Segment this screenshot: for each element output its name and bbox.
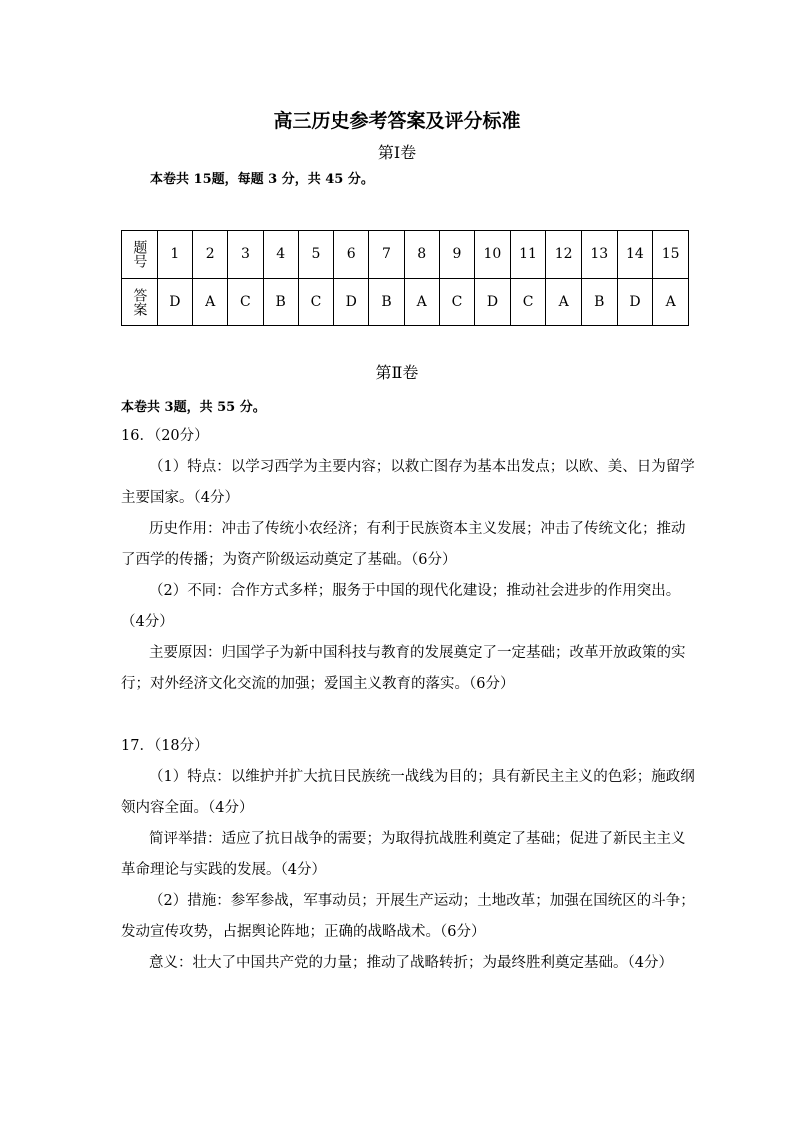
table-row (122, 231, 689, 279)
question-number: 2 (193, 231, 228, 279)
answer-line: （1）特点：以学习西学为主要内容；以救亡图存为基本出发点；以欧、美、日为留学 (149, 459, 695, 475)
answer-cell: C (439, 278, 474, 326)
answer-cell: D (617, 278, 653, 326)
answer-line: 意义：壮大了中国共产党的力量；推动了战略转折；为最终胜利奠定基础。（4分） (149, 955, 673, 971)
part1-note: 本卷共 15题，每题 3 分，共 45 分。 (150, 172, 374, 187)
question-17-label: 17．（18分） (121, 738, 209, 754)
answer-cell: A (546, 278, 582, 326)
answer-cell: D (157, 278, 192, 326)
question-number: 13 (582, 231, 618, 279)
question-number: 4 (263, 231, 298, 279)
question-number: 8 (404, 231, 439, 279)
answer-line: 领内容全面。（4分） (121, 800, 254, 816)
row-label-answer: 答案 (122, 278, 158, 326)
part1-heading: 第Ⅰ卷 (377, 143, 417, 162)
part2-note: 本卷共 3题，共 55 分。 (121, 400, 266, 415)
answer-line: 主要国家。（4分） (121, 490, 239, 506)
question-number: 1 (157, 231, 192, 279)
answer-cell: B (582, 278, 618, 326)
answer-cell: B (369, 278, 404, 326)
answer-cell: C (510, 278, 546, 326)
question-number: 14 (617, 231, 653, 279)
question-number: 15 (653, 231, 689, 279)
question-number: 7 (369, 231, 404, 279)
row-label-question: 题号 (122, 231, 158, 279)
answer-line: 历史作用：冲击了传统小农经济；有利于民族资本主义发展；冲击了传统文化；推动 (149, 521, 686, 537)
answer-line: 主要原因：归国学子为新中国科技与教育的发展奠定了一定基础；改革开放政策的实 (149, 645, 686, 661)
question-number: 5 (298, 231, 333, 279)
answer-cell: B (263, 278, 298, 326)
question-number: 9 (439, 231, 474, 279)
answer-cell: C (228, 278, 263, 326)
part2-heading: 第Ⅱ卷 (375, 363, 419, 382)
question-16-label: 16．（20分） (121, 428, 209, 444)
answer-line: （1）特点：以维护并扩大抗日民族统一战线为目的；具有新民主主义的色彩；施政纲 (149, 769, 695, 785)
answer-line: 革命理论与实践的发展。（4分） (121, 862, 326, 878)
answer-cell: D (334, 278, 369, 326)
page-title: 高三历史参考答案及评分标准 (273, 110, 521, 132)
table-row (122, 278, 689, 326)
answer-table (121, 230, 689, 326)
question-number: 10 (475, 231, 511, 279)
question-number: 3 (228, 231, 263, 279)
answer-line: （4分） (121, 614, 174, 630)
answer-cell: C (298, 278, 333, 326)
answer-line: 行；对外经济文化交流的加强；爱国主义教育的落实。（6分） (121, 676, 515, 692)
answer-line: 发动宣传攻势，占据舆论阵地；正确的战略战术。（6分） (121, 924, 486, 940)
answer-cell: A (404, 278, 439, 326)
answer-line: （2）措施：参军参战，军事动员；开展生产运动；土地改革；加强在国统区的斗争； (149, 893, 695, 909)
answer-cell: A (653, 278, 689, 326)
answer-cell: A (193, 278, 228, 326)
answer-line: （2）不同：合作方式多样；服务于中国的现代化建设；推动社会进步的作用突出。 (149, 583, 681, 599)
answer-line: 简评举措：适应了抗日战争的需要；为取得抗战胜利奠定了基础；促进了新民主主义 (149, 831, 686, 847)
question-number: 12 (546, 231, 582, 279)
answer-cell: D (475, 278, 511, 326)
question-number: 11 (510, 231, 546, 279)
question-number: 6 (334, 231, 369, 279)
answer-line: 了西学的传播；为资产阶级运动奠定了基础。（6分） (121, 552, 457, 568)
